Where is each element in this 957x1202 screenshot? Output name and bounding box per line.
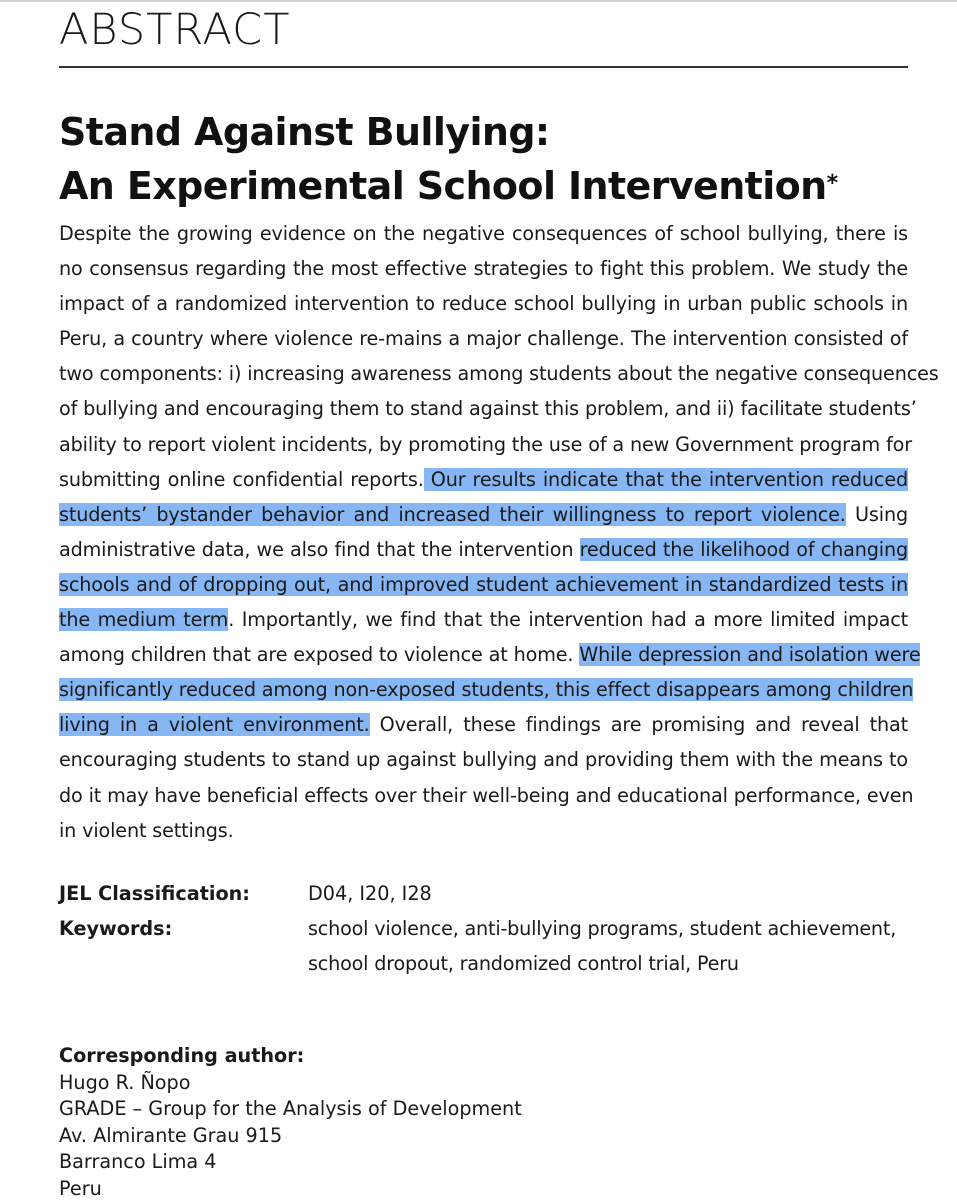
abstract-body xyxy=(59,216,908,848)
keywords-line-2: school dropout, randomized control trial, Peru xyxy=(308,946,908,981)
abstract-text: of bullying and encouraging them to stand against this problem, and ii) facilitate students’ xyxy=(59,397,917,420)
abstract-line xyxy=(59,813,908,848)
keywords-value xyxy=(308,911,908,981)
abstract-line xyxy=(59,672,908,707)
abstract-text: Overall, these findings are promising and reveal that xyxy=(370,713,908,736)
top-page-rule xyxy=(0,0,957,2)
abstract-line xyxy=(59,321,908,356)
jel-label: JEL Classification: xyxy=(59,876,308,911)
title-line-2 xyxy=(59,159,919,213)
abstract-line xyxy=(59,216,908,251)
author-street: Av. Almirante Grau 915 xyxy=(59,1123,522,1150)
abstract-line xyxy=(59,637,908,672)
highlighted-text: significantly reduced among non-exposed students, this effect disappears among children xyxy=(59,678,913,701)
abstract-line xyxy=(59,567,908,602)
author-country: Peru xyxy=(59,1176,522,1202)
title-line-2-text: An Experimental School Intervention xyxy=(59,164,827,208)
abstract-line xyxy=(59,391,908,426)
paper-title xyxy=(59,105,919,213)
abstract-text: . Importantly, we find that the intervention had a more limited impact xyxy=(228,608,908,631)
author-city: Barranco Lima 4 xyxy=(59,1149,522,1176)
abstract-line xyxy=(59,742,908,777)
title-footnote-marker: * xyxy=(827,171,838,196)
abstract-text: among children that are exposed to violence at home. xyxy=(59,643,579,666)
abstract-line xyxy=(59,532,908,567)
author-name: Hugo R. Ñopo xyxy=(59,1070,522,1097)
keywords-line-1: school violence, anti-bullying programs, student achievement, xyxy=(308,911,908,946)
abstract-text: Using xyxy=(846,503,908,526)
highlighted-text: living in a violent environment. xyxy=(59,713,370,736)
title-line-1: Stand Against Bullying: xyxy=(59,105,919,159)
jel-value: D04, I20, I28 xyxy=(308,876,908,911)
highlighted-text: the medium term xyxy=(59,608,228,631)
abstract-text: two components: i) increasing awareness among students about the negative consequences xyxy=(59,362,939,385)
abstract-text: Despite the growing evidence on the negative consequences of school bullying, there is xyxy=(59,222,908,245)
abstract-text: do it may have beneficial effects over their well-being and educational performance, even xyxy=(59,784,913,807)
highlighted-text: reduced the likelihood of changing xyxy=(580,538,908,561)
abstract-line xyxy=(59,778,908,813)
highlighted-text: While depression and isolation were xyxy=(579,643,920,666)
author-affiliation: GRADE – Group for the Analysis of Development xyxy=(59,1096,522,1123)
keywords-label: Keywords: xyxy=(59,911,308,981)
abstract-line xyxy=(59,286,908,321)
abstract-line xyxy=(59,251,908,286)
abstract-line xyxy=(59,707,908,742)
abstract-text: encouraging students to stand up against bullying and providing them with the means to xyxy=(59,748,908,771)
highlighted-text: schools and of dropping out, and improved student achievement in standardized tests in xyxy=(59,573,908,596)
jel-row xyxy=(59,876,908,911)
abstract-text: administrative data, we also find that the intervention xyxy=(59,538,580,561)
abstract-line xyxy=(59,356,908,391)
abstract-text: Peru, a country where violence re-mains a major challenge. The intervention consisted of xyxy=(59,327,908,350)
section-divider xyxy=(59,66,908,68)
corresponding-author-label: Corresponding author: xyxy=(59,1043,522,1070)
section-label: ABSTRACT xyxy=(59,4,290,56)
abstract-line xyxy=(59,497,908,532)
abstract-text: submitting online confidential reports. xyxy=(59,468,424,491)
metadata-block xyxy=(59,876,908,981)
highlighted-text: Our results indicate that the intervention reduced xyxy=(424,468,908,491)
abstract-text: impact of a randomized intervention to reduce school bullying in urban public schools in xyxy=(59,292,908,315)
abstract-text: ability to report violent incidents, by promoting the use of a new Government program for xyxy=(59,433,912,456)
abstract-text: no consensus regarding the most effective strategies to fight this problem. We study the xyxy=(59,257,908,280)
abstract-line xyxy=(59,427,908,462)
abstract-text: in violent settings. xyxy=(59,819,234,842)
abstract-line xyxy=(59,462,908,497)
abstract-line xyxy=(59,602,908,637)
keywords-row xyxy=(59,911,908,981)
highlighted-text: students’ bystander behavior and increased their willingness to report violence. xyxy=(59,503,846,526)
corresponding-author-block xyxy=(59,1043,522,1202)
